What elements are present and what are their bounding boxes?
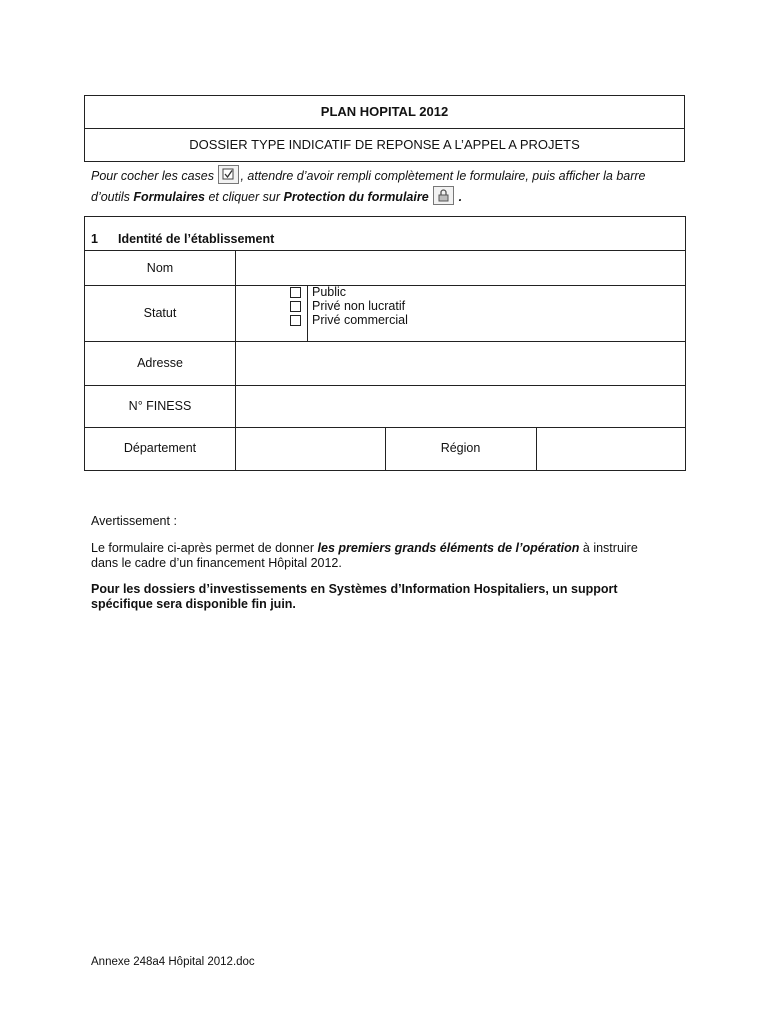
notice-strong-text: spécifique sera disponible fin juin. [91,597,296,611]
instruction-text: d’outils [91,189,130,204]
identity-table [84,216,686,471]
instruction-period: . [458,189,463,204]
statut-label: Statut [143,306,177,320]
notice-heading: Avertissement : [91,514,177,528]
nom-field[interactable] [236,251,685,285]
departement-field[interactable] [236,428,385,470]
document-subtitle: DOSSIER TYPE INDICATIF DE REPONSE A L’APPEL A PROJETS [84,128,685,162]
finess-label: N° FINESS [128,399,192,413]
statut-option-public: Public [312,285,347,299]
instruction-text: et cliquer sur [208,189,281,204]
section-number: 1 [91,232,98,246]
statut-option-prive-commercial: Privé commercial [312,313,408,327]
notice-paragraph-2 [91,582,691,612]
statut-prive-non-lucratif-checkbox[interactable] [290,301,301,312]
adresse-label: Adresse [137,356,183,370]
column-divider [307,285,308,341]
region-label: Région [440,441,481,455]
statut-public-checkbox[interactable] [290,287,301,298]
region-field[interactable] [537,428,685,470]
row-divider [85,285,685,286]
notice-text: Le formulaire ci-après permet de donner [91,541,315,555]
document-title: PLAN HOPITAL 2012 [84,95,685,129]
section-title [91,232,274,246]
lock-icon [433,186,454,205]
notice-emphasis: les premiers grands éléments de l’opération [317,541,580,555]
nom-label: Nom [146,261,174,275]
notice-text: à instruire [582,541,638,555]
statut-option-prive-non-lucratif: Privé non lucratif [312,299,406,313]
finess-field[interactable] [236,386,685,427]
toolbar-name: Formulaires [133,189,205,204]
notice-text: dans le cadre d’un financement Hôpital 2012. [91,556,342,570]
departement-label: Département [123,441,197,455]
footer-filename: Annexe 248a4 Hôpital 2012.doc [91,956,255,968]
adresse-field[interactable] [236,342,685,385]
section-title-text: Identité de l’établissement [118,232,275,246]
notice-strong-text: Pour les dossiers d’investissements en Systèmes d’Information Hospitaliers, un support [91,582,618,596]
instruction-line-2 [91,188,462,207]
instruction-text: Pour cocher les cases [91,168,214,183]
checkbox-field-icon [218,165,239,184]
statut-prive-commercial-checkbox[interactable] [290,315,301,326]
form-protection-label: Protection du formulaire [283,189,429,204]
notice-paragraph-1 [91,541,691,571]
instruction-line-1 [91,167,646,186]
instruction-text: , attendre d’avoir rempli complètement le formulaire, puis afficher la barre [240,168,646,183]
